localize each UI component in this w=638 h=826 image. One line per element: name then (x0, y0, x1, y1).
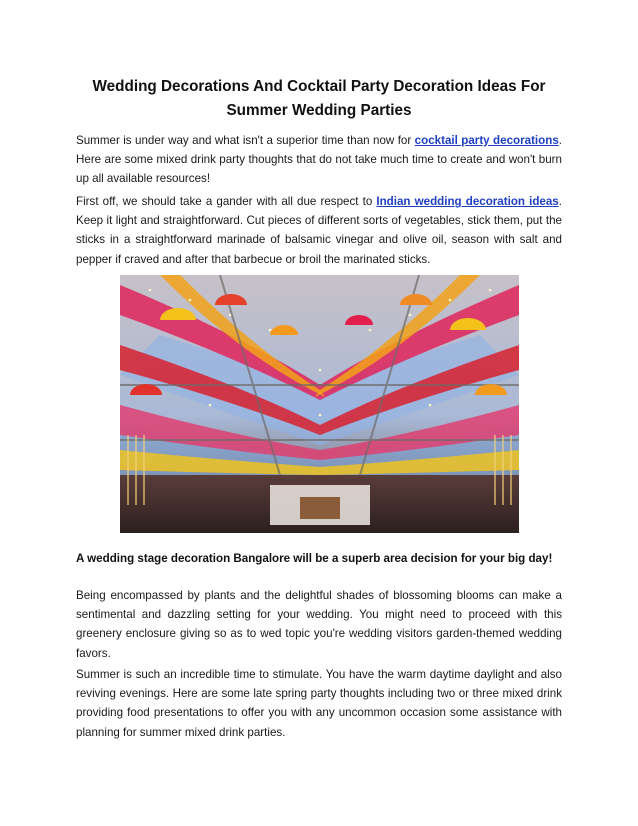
document-title: Wedding Decorations And Cocktail Party Decoration Ideas For Summer Wedding Parties (92, 78, 546, 119)
paragraph-first-off (76, 192, 562, 269)
paragraph-intro-text-before: Summer is under way and what isn't a superior time than now for (76, 134, 415, 147)
paragraph-intro (76, 131, 562, 189)
image-caption: A wedding stage decoration Bangalore will be a superb area decision for your big day! (76, 552, 553, 565)
paragraph-summer: Summer is such an incredible time to stimulate. You have the warm daytime daylight and also reviving evenings. Here are some late spring party thoughts including two or three mixed drink providing food presentations to offer you with any uncommon occasion some assistance with planning for summer mixed drink parties. (76, 668, 562, 739)
cocktail-party-decorations-link[interactable]: cocktail party decorations (414, 134, 559, 147)
paragraph-first-off-text-before: First off, we should take a gander with all due respect to (76, 195, 377, 208)
wedding-tent-image (120, 275, 519, 533)
paragraph-greenery: Being encompassed by plants and the delightful shades of blossoming blooms can make a sentimental and dazzling setting for your wedding. You might need to proceed with this greenery enclosure giving so as to wed topic you're wedding visitors garden-themed wedding favors. (76, 589, 562, 660)
paragraph-intro-text-after: . Here are some mixed drink party thoughts that do not take much time to create and won't burn up all available resources! (76, 134, 562, 186)
wedding-decoration-photo (120, 275, 519, 533)
paragraph-first-off-text-after: . Keep it light and straightforward. Cut pieces of different sorts of vegetables, stick them, put the sticks in a straightforward marinade of balsamic vinegar and olive oil, season with salt and pepper if craved and after that barbecue or broil the marinated sticks. (76, 195, 562, 266)
indian-wedding-decoration-ideas-link[interactable]: Indian wedding decoration ideas (376, 195, 559, 208)
